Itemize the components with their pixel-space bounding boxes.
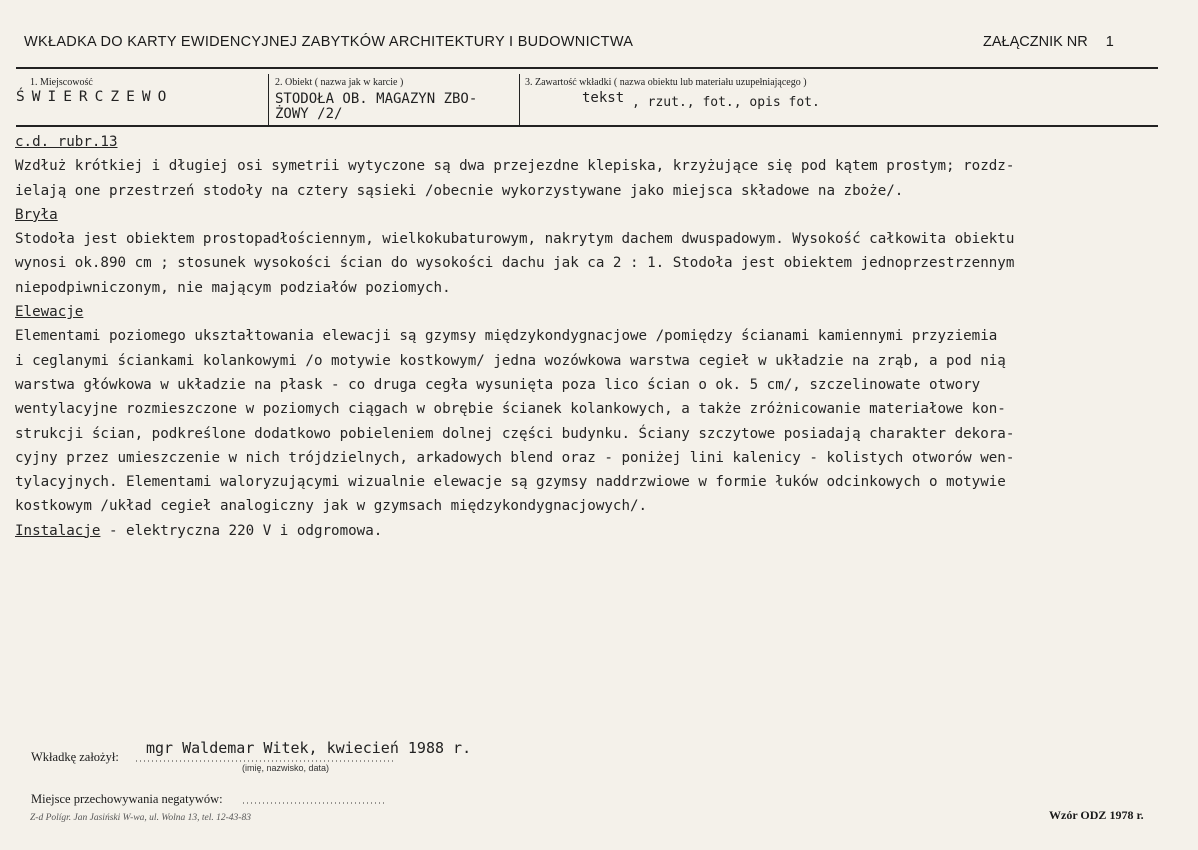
printer-imprint: Z-d Polígr. Jan Jasiński W-wa, ul. Wolna 13, tel. 12-43-83 — [30, 813, 251, 823]
location-value: ŚWIERCZEWO — [16, 89, 174, 105]
text-line: ielają one przestrzeń stodoły na cztery sąsieki /obecnie wykorzystywane jako miejsca składowe na zboże/. — [15, 182, 904, 199]
instalacje-line — [15, 519, 1197, 543]
text-line: wynosi ok.890 cm ; stosunek wysokości ścian do wysokości dachu jak ca 2 : 1. Stodoła jest obiektem jednoprzestrzennym — [15, 255, 1015, 272]
form-title: WKŁADKA DO KARTY EWIDENCYJNEJ ZABYTKÓW ARCHITEKTURY I BUDOWNICTWA — [24, 34, 634, 50]
annex-label-text: ZAŁĄCZNIK NR — [983, 34, 1088, 50]
header-bottom-rule — [16, 125, 1158, 127]
negatives-label: Miejsce przechowywania negatywów: — [31, 792, 223, 806]
object-label: 2. Obiekt ( nazwa jak w karcie ) — [275, 77, 404, 88]
object-value-line2: ŻOWY /2/ — [275, 106, 343, 122]
instalacje-text: - elektryczna 220 V i odgromowa. — [100, 522, 383, 539]
elewacje-heading-line — [15, 300, 1197, 324]
section-heading-instalacje: Instalacje — [15, 522, 101, 539]
text-line: warstwa główkowa w układzie na płask - co druga cegła wysunięta poza lico ścian o ok. 5 cm/, szczelinowate otwory — [15, 376, 981, 393]
text-line: tylacyjnych. Elementami waloryzującymi wizualnie elewacje są gzymsy naddrzwiowe w formie łuków odcinkowych o motywie — [15, 474, 1006, 491]
text-line: niepodpiwniczonym, nie mającym podziałów poziomych. — [15, 279, 451, 296]
header-top-rule — [16, 67, 1158, 69]
text-line: kostkowym /układ cegieł analogiczny jak w gzymsach międzykondygnacjowych/. — [15, 498, 648, 515]
text-line: cyjny przez umieszczenie w nich trójdzielnych, arkadowych blend oraz - poniżej lini kalenicy - kolistych otworów wen- — [15, 449, 1015, 466]
contents-label: 3. Zawartość wkładki ( nazwa obiektu lub materiału uzupełniającego ) — [525, 77, 807, 88]
text-line: wentylacyjne rozmieszczone w poziomych ciągach w obrębie ścianek kolankowych, a także zróżnicowanie materiałowe kon- — [15, 401, 1006, 418]
annex-label — [983, 34, 1114, 50]
text-line: Wzdłuż krótkiej i długiej osi symetrii wytyczone są dwa przejezdne klepiska, krzyżujące się pod kątem prostym; rozdz- — [15, 158, 1015, 175]
text-line: i ceglanymi ściankami kolankowymi /o motywie kostkowym/ jedna wozówkowa warstwa cegieł w układzie na zrąb, a pod nią — [15, 352, 1006, 369]
text-line: Elementami poziomego ukształtowania elewacji są gzymsy międzykondygnacjowe /pomiędzy ścianami kamiennymi przyziemia — [15, 328, 998, 345]
text-line: strukcji ścian, podkreślone dodatkowo pobieleniem dolnej części budynku. Ściany szczytowe posiadają charakter dekora- — [15, 425, 1015, 442]
form-identifier: Wzór ODZ 1978 r. — [1049, 808, 1144, 822]
section-heading-bryla: Bryła — [15, 206, 58, 223]
continuation-line — [15, 130, 1197, 154]
contents-value-tekst: tekst — [582, 90, 625, 106]
contents-value-rest: , rzut., fot., opis fot. — [632, 95, 820, 110]
author-signature: mgr Waldemar Witek, kwiecień 1988 r. — [146, 739, 472, 757]
section-heading-elewacje: Elewacje — [15, 304, 84, 321]
field-divider-2 — [519, 74, 520, 126]
location-label: 1. Miejscowość — [30, 77, 93, 88]
object-value-line1: STODOŁA OB. MAGAZYN ZBO- — [275, 91, 478, 107]
author-caption: (imię, nazwisko, data) — [242, 763, 330, 773]
field-divider-1 — [268, 74, 269, 126]
author-label: Wkładkę założył: — [31, 750, 119, 764]
text-line: Stodoła jest obiektem prostopadłościennym, wielkokubaturowym, nakrytym dachem dwuspadowym. Wysokość całkowita obiektu — [15, 231, 1015, 248]
bryla-heading-line — [15, 203, 1197, 227]
continuation-heading: c.d. rubr.13 — [15, 134, 118, 150]
annex-number: 1 — [1105, 34, 1114, 50]
description-text — [15, 130, 1197, 543]
